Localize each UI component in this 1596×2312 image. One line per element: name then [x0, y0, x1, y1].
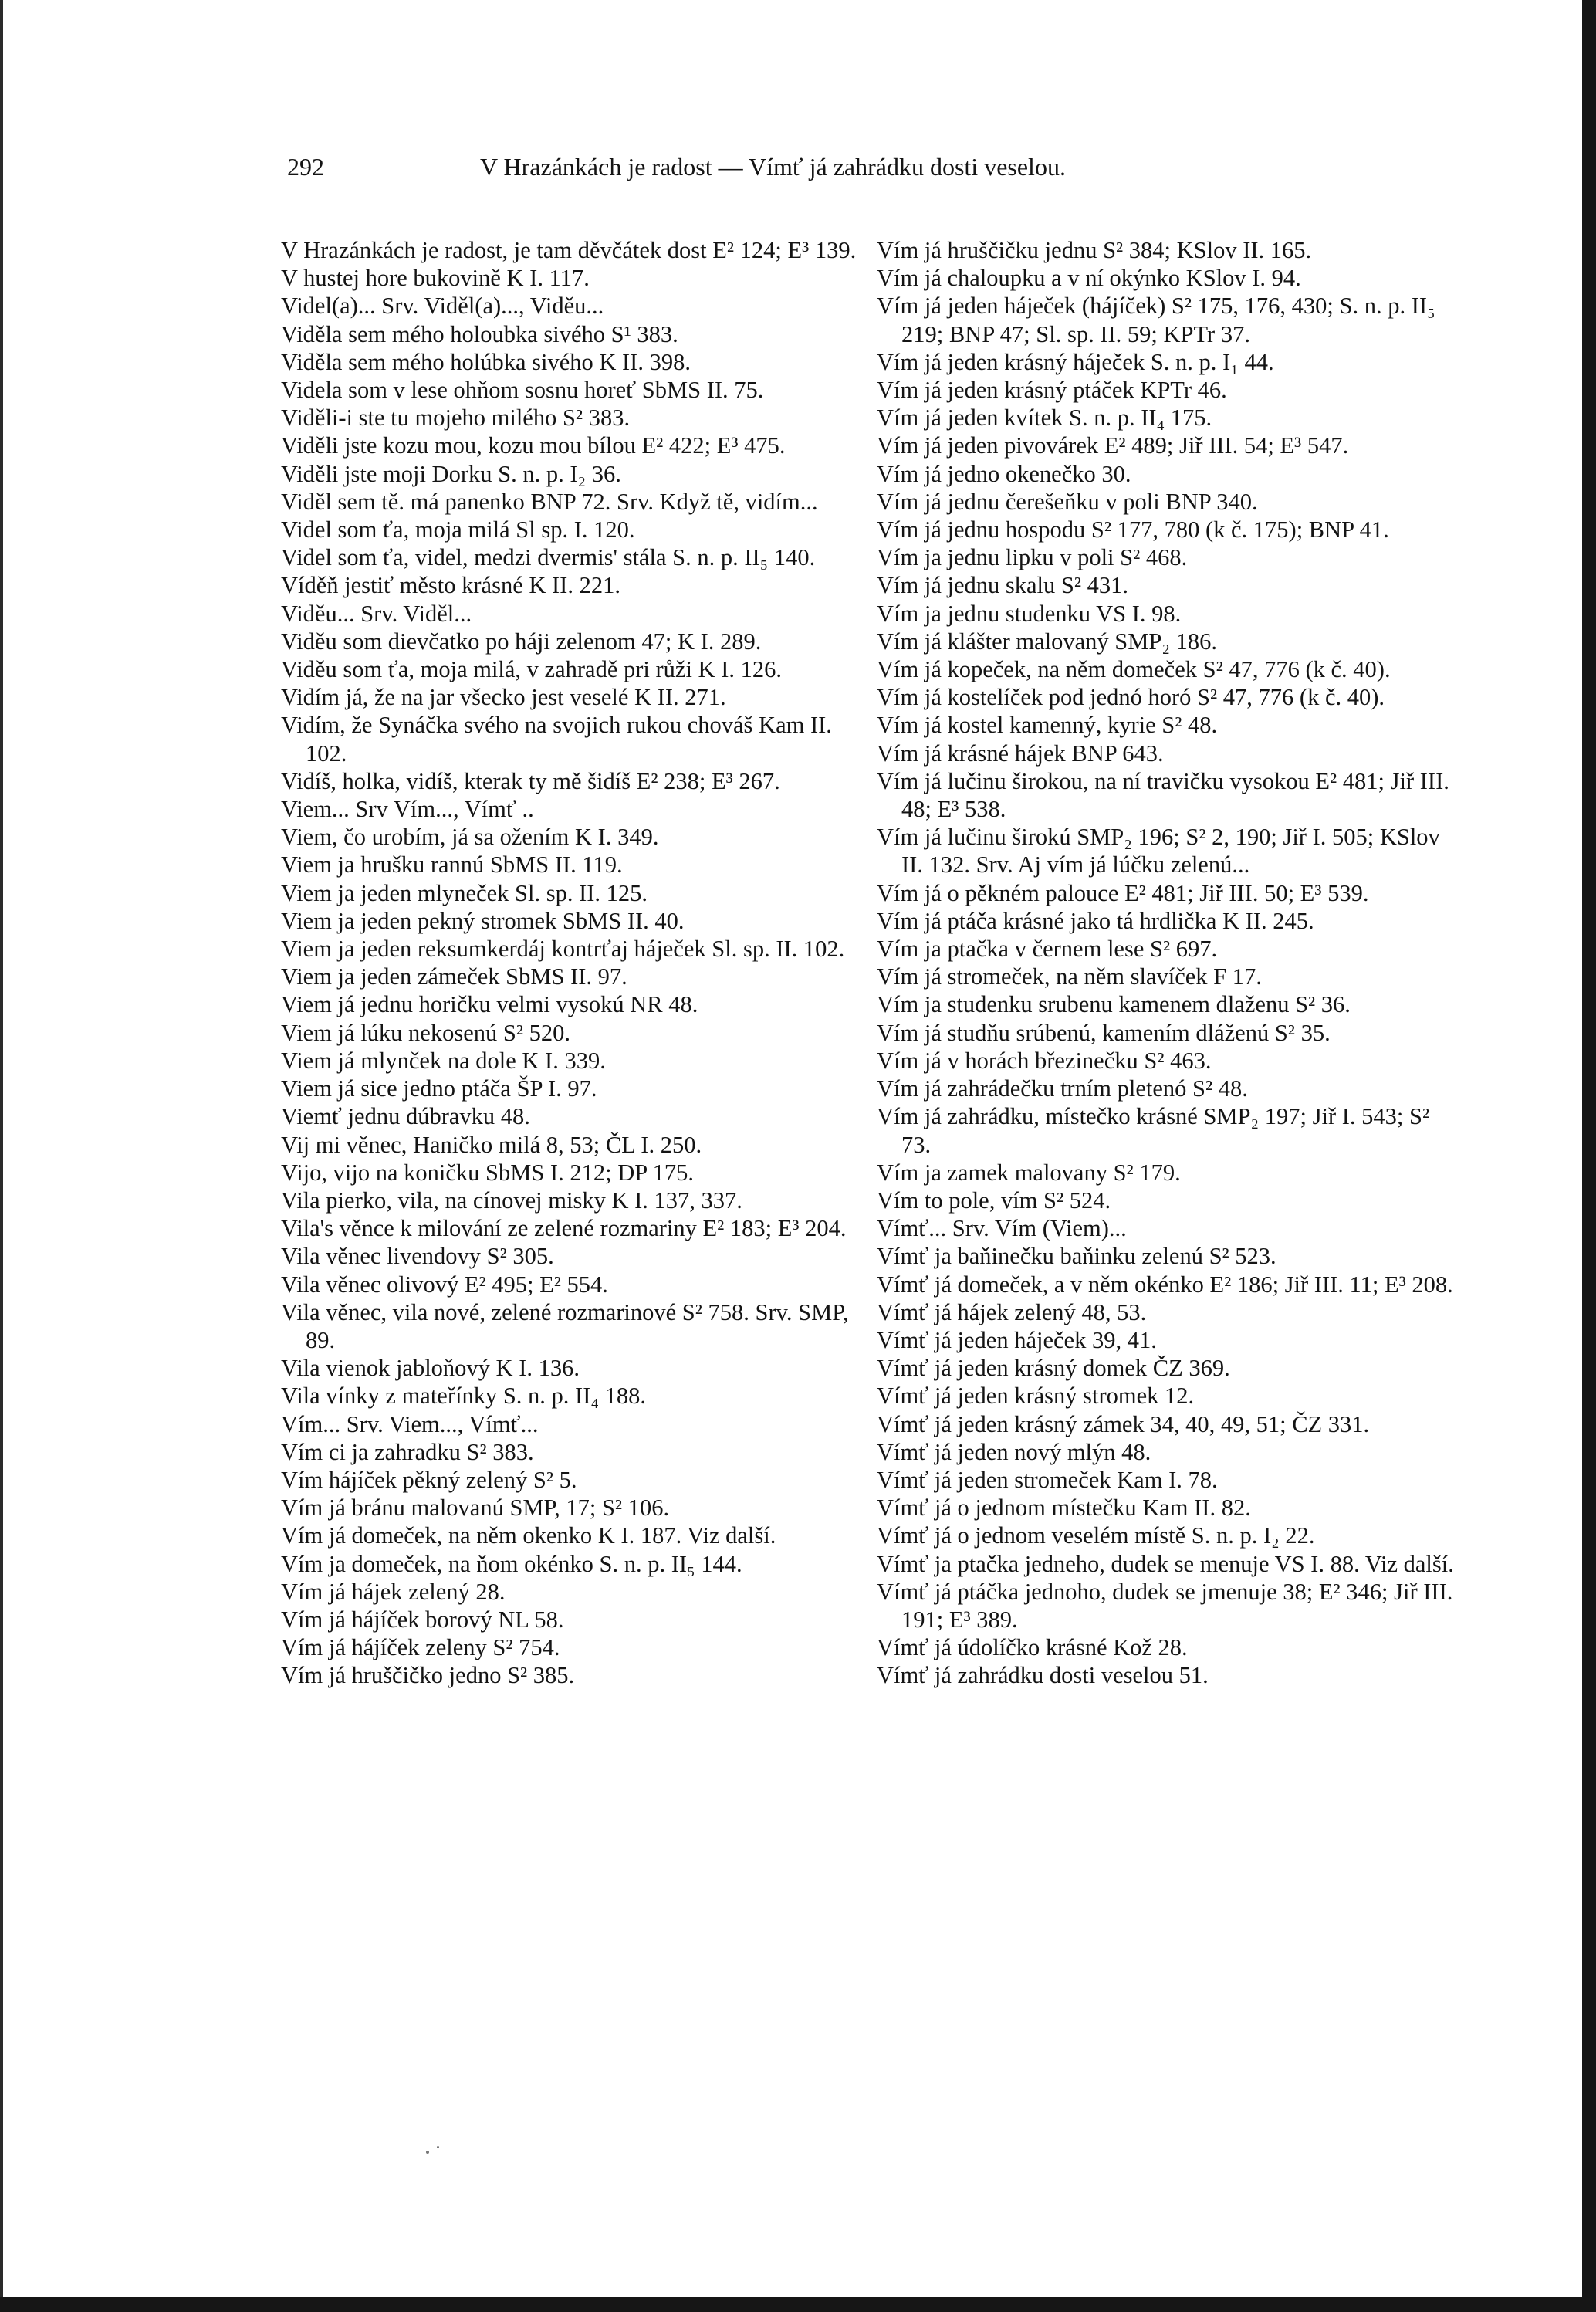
index-entry: Vímť já hájek zelený 48, 53. — [877, 1298, 1147, 1325]
index-entry: Vidíš, holka, vidíš, kterak ty mě šidíš E² 238; E³ 267. — [281, 767, 780, 794]
index-entry: Vím já zahrádku, místečko krásné SMP₂ 197; Jiř I. 543; S² 73. — [877, 1103, 1435, 1158]
index-entry: V hustej hore bukovině K I. 117. — [281, 265, 590, 292]
index-entry: Vím já ptáča krásné jako tá hrdlička K II. 245. — [877, 907, 1314, 934]
index-entry: Vím ci ja zahradku S² 383. — [281, 1438, 534, 1465]
index-entry: Vím já kopeček, na něm domeček S² 47, 776 (k č. 40). — [877, 656, 1391, 683]
running-title: V Hrazánkách je radost — Vímť já zahrádku dosti veselou. — [480, 153, 1066, 181]
index-entry: Vím já stromeček, na něm slavíček F 17. — [877, 963, 1262, 990]
index-entry: Vidím já, že na jar všecko jest veselé K II. 271. — [281, 684, 726, 711]
index-entry: Videl som ťa, videl, medzi dvermis' stála S. n. p. II₅ 140. — [281, 544, 816, 571]
index-entry: Vím já hájíček borový NL 58. — [281, 1606, 564, 1633]
index-entry: Vím já jeden kvítek S. n. p. II₄ 175. — [877, 405, 1212, 432]
index-entry: Vím já jeden krásný ptáček KPTr 46. — [877, 377, 1227, 404]
index-entry: Viděla sem mého holoubka sivého S¹ 383. — [281, 320, 678, 347]
index-entry: Vím já kostel kamenný, kyrie S² 48. — [877, 712, 1218, 739]
index-entry: Viděu... Srv. Viděl... — [281, 600, 472, 627]
index-entry: Viem... Srv Vím..., Vímť .. — [281, 796, 534, 823]
index-entry: Vila's věnce k milování ze zelené rozmariny E² 183; E³ 204. — [281, 1215, 847, 1242]
index-entry: Vímť... Srv. Vím (Viem)... — [877, 1215, 1127, 1242]
index-entry: Viem ja jeden mlyneček Sl. sp. II. 125. — [281, 879, 648, 906]
index-entry: Vím já lučinu širokou, na ní travičku vysokou E² 481; Jiř III. 48; E³ 538. — [877, 767, 1456, 823]
index-entry: Vímť já domeček, a v něm okénko E² 186; Jiř III. 11; E³ 208. — [877, 1271, 1453, 1298]
index-entry: Viem já sice jedno ptáča ŠP I. 97. — [281, 1075, 597, 1102]
scan-edge-right — [1582, 0, 1596, 2312]
index-entry: Viem ja jeden pekný stromek SbMS II. 40. — [281, 907, 685, 934]
index-entry: Viem já lúku nekosenú S² 520. — [281, 1019, 570, 1046]
index-entry: Viem ja jeden zámeček SbMS II. 97. — [281, 963, 627, 990]
scan-edge-bottom — [0, 2297, 1596, 2312]
index-entry: Vím já o pěkném palouce E² 481; Jiř III. 50; E³ 539. — [877, 879, 1369, 906]
index-entry: Vím to pole, vím S² 524. — [877, 1186, 1111, 1214]
index-entry: Vím já hájek zelený 28. — [281, 1578, 506, 1605]
index-entry: Vím ja jednu lipku v poli S² 468. — [877, 544, 1188, 571]
index-entry: Vidím, že Synáčka svého na svojich rukou chováš Kam II. 102. — [281, 712, 838, 767]
scan-speck — [437, 2146, 439, 2148]
index-entry: Vím já zahrádečku trním pletenó S² 48. — [877, 1075, 1248, 1102]
scan-edge-left — [0, 0, 3, 2312]
index-entry: Vímť já jeden krásný domek ČZ 369. — [877, 1355, 1230, 1382]
index-entry: Vím já krásné hájek BNP 643. — [877, 740, 1164, 767]
index-entry: Vila věnec olivový E² 495; E² 554. — [281, 1271, 608, 1298]
index-entry: Vila věnec, vila nové, zelené rozmarinové S² 758. Srv. SMP, 89. — [281, 1298, 855, 1353]
index-entry: Vímť já jeden nový mlýn 48. — [877, 1438, 1151, 1465]
index-entry: Viem, čo urobím, já sa ožením K I. 349. — [281, 824, 659, 851]
index-entry: Vímť já o jednom veselém místě S. n. p. I₂ 22. — [877, 1522, 1315, 1549]
right-column — [877, 236, 1463, 1690]
index-entry: Viděli jste moji Dorku S. n. p. I₂ 36. — [281, 460, 621, 487]
index-entry: Vím ja zamek malovany S² 179. — [877, 1159, 1181, 1186]
index-entry: Viděli jste kozu mou, kozu mou bílou E² 422; E³ 475. — [281, 432, 786, 459]
index-entry: Vila věnec livendovy S² 305. — [281, 1243, 554, 1270]
index-entry: Vijo, vijo na koničku SbMS I. 212; DP 175. — [281, 1159, 695, 1186]
index-entry: Vím já jednu čerešeňku v poli BNP 340. — [877, 488, 1258, 515]
index-entry: Vij mi věnec, Haničko milá 8, 53; ČL I. 250. — [281, 1131, 702, 1158]
index-entry: Vím já jeden pivovárek E² 489; Jiř III. 54; E³ 547. — [877, 432, 1349, 459]
index-entry: Vím já klášter malovaný SMP₂ 186. — [877, 628, 1217, 655]
index-entry: Viemť jednu dúbravku 48. — [281, 1103, 530, 1130]
index-entry: Viděli-i ste tu mojeho milého S² 383. — [281, 405, 631, 432]
index-entry: Vila pierko, vila, na cínovej misky K I. 137, 337. — [281, 1186, 742, 1214]
index-entry: Videl som ťa, moja milá Sl sp. I. 120. — [281, 516, 635, 543]
index-entry: Vím já studňu srúbenú, kamením dláženú S² 35. — [877, 1019, 1331, 1046]
index-entry: Vímť ja ptačka jedneho, dudek se menuje VS I. 88. Viz další. — [877, 1550, 1454, 1577]
index-entry: Viděla sem mého holúbka sivého K II. 398. — [281, 348, 691, 375]
index-entry: Vímť já jeden krásný stromek 12. — [877, 1383, 1195, 1410]
index-entry: Víděň jestiť město krásné K II. 221. — [281, 572, 620, 599]
index-entry: Vím já domeček, na něm okenko K I. 187. Viz další. — [281, 1522, 776, 1549]
index-entry: Viděu som ťa, moja milá, v zahradě pri růži K I. 126. — [281, 656, 782, 683]
index-entry: Vím já hruščičku jednu S² 384; KSlov II. 165. — [877, 237, 1312, 263]
left-column — [281, 236, 867, 1690]
index-entry: Vím... Srv. Viem..., Vímť... — [281, 1410, 539, 1437]
index-entry: Videla som v lese ohňom sosnu horeť SbMS II. 75. — [281, 377, 764, 404]
index-entry: Vila vínky z mateřínky S. n. p. II₄ 188. — [281, 1383, 647, 1410]
index-entry: Vímť já ptáčka jednoho, dudek se jmenuje 38; E² 346; Jiř III. 191; E³ 389. — [877, 1578, 1459, 1633]
page-number: 292 — [287, 153, 324, 181]
index-entry: Vím ja jednu studenku VS I. 98. — [877, 600, 1182, 627]
index-entry: Vímť ja baňinečku baňinku zelenú S² 523. — [877, 1243, 1276, 1270]
index-entry: Vím já jedno okenečko 30. — [877, 460, 1131, 487]
scan-speck — [426, 2151, 429, 2154]
index-entry: Vím ja studenku srubenu kamenem dlaženu S² 36. — [877, 991, 1351, 1018]
index-entry: Vímť já jeden stromeček Kam I. 78. — [877, 1466, 1218, 1493]
index-entry: Vím já hájíček zeleny S² 754. — [281, 1634, 560, 1661]
index-entry: Vím já lučinu širokú SMP₂ 196; S² 2, 190; Jiř I. 505; KSlov II. 132. Srv. Aj vím já lúčku zelenú... — [877, 824, 1446, 878]
index-entry: Vímť já údolíčko krásné Kož 28. — [877, 1634, 1188, 1661]
index-entry: Vímť já o jednom místečku Kam II. 82. — [877, 1495, 1251, 1522]
index-entry: Viděu som dievčatko po háji zelenom 47; K I. 289. — [281, 628, 762, 655]
index-entry: Viem já mlynček na dole K I. 339. — [281, 1047, 606, 1074]
index-entry: Vím já jednu hospodu S² 177, 780 (k č. 175); BNP 41. — [877, 516, 1389, 543]
index-entry: Vím já v horách březinečku S² 463. — [877, 1047, 1212, 1074]
index-entry: Vím já jednu skalu S² 431. — [877, 572, 1128, 599]
index-entry: Viem ja hrušku rannú SbMS II. 119. — [281, 851, 623, 878]
index-entry: Vím ja ptačka v černem lese S² 697. — [877, 936, 1218, 963]
index-entry: Videl(a)... Srv. Viděl(a)..., Viděu... — [281, 293, 604, 320]
index-entry: Vím já chaloupku a v ní okýnko KSlov I. 94. — [877, 265, 1301, 292]
index-entry: Vím já jeden krásný háječek S. n. p. I₁ 44. — [877, 348, 1274, 375]
index-entry: Vím já bránu malovanú SMP, 17; S² 106. — [281, 1495, 670, 1522]
index-entry: Vím já kostelíček pod jednó horó S² 47, 776 (k č. 40). — [877, 684, 1385, 711]
index-entry: Vím já jeden háječek (hájíček) S² 175, 176, 430; S. n. p. II₅ 219; BNP 47; Sl. sp. II. 59; KPTr 37. — [877, 293, 1442, 347]
index-entry: Vila vienok jabloňový K I. 136. — [281, 1355, 580, 1382]
index-entry: Vím hájíček pěkný zelený S² 5. — [281, 1466, 577, 1493]
index-entry: Vím já hruščičko jedno S² 385. — [281, 1662, 575, 1689]
index-entry: Viem ja jeden reksumkerdáj kontrťaj háječek Sl. sp. II. 102. — [281, 936, 845, 963]
index-entry: Vímť já jeden krásný zámek 34, 40, 49, 51; ČZ 331. — [877, 1410, 1370, 1437]
index-entry: V Hrazánkách je radost, je tam děvčátek dost E² 124; E³ 139. — [281, 237, 857, 263]
index-entry: Viděl sem tě. má panenko BNP 72. Srv. Když tě, vidím... — [281, 488, 818, 515]
index-entry: Vímť já zahrádku dosti veselou 51. — [877, 1662, 1209, 1689]
index-entry: Viem já jednu horičku velmi vysokú NR 48. — [281, 991, 698, 1018]
index-entry: Vímť já jeden háječek 39, 41. — [877, 1326, 1157, 1353]
index-entry: Vím ja domeček, na ňom okénko S. n. p. II₅ 144. — [281, 1550, 742, 1577]
